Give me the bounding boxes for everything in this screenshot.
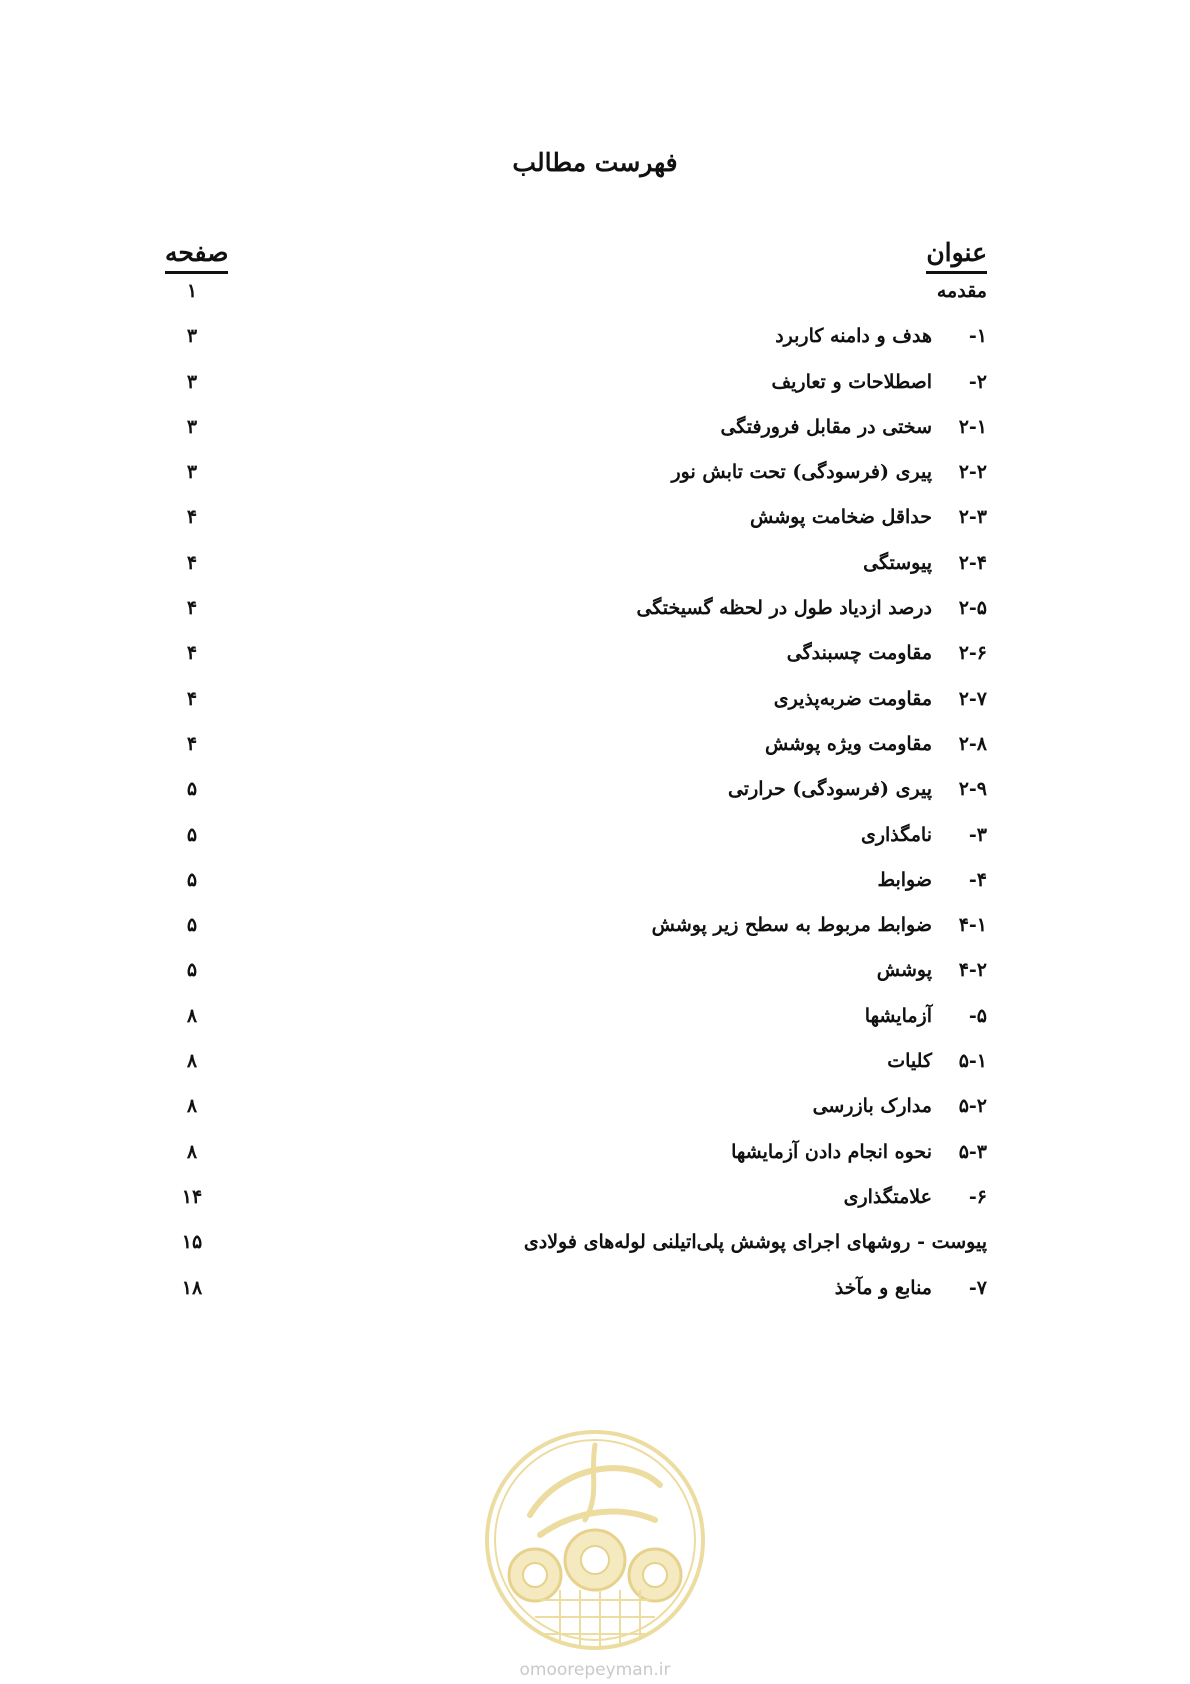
- toc-entry-page: ۳: [186, 370, 198, 393]
- column-header-title: عنوان: [926, 238, 987, 274]
- toc-entry-number: ۲-۴: [958, 551, 987, 574]
- toc-entry-number: ۲-۷: [958, 687, 987, 710]
- toc-row: [0, 1095, 1190, 1140]
- toc-row: [0, 824, 1190, 869]
- toc-entry-page: ۸: [186, 1050, 198, 1073]
- toc-entry-number: ۲-۱: [958, 415, 987, 438]
- watermark-site: omoorepeyman.ir: [519, 1660, 671, 1680]
- toc-entry-title: منابع و مآخذ: [834, 1276, 932, 1299]
- toc-row: [0, 1231, 1190, 1276]
- toc-entry-number: ۲-۸: [958, 732, 987, 755]
- toc-entry-number: ۵-۳: [958, 1140, 987, 1163]
- toc-row: [0, 1277, 1190, 1322]
- toc-entry-page: ۱۵: [181, 1231, 203, 1254]
- toc-entry-page: ۵: [186, 823, 198, 846]
- toc-entry-page: ۳: [186, 325, 198, 348]
- toc-entry-title: درصد ازدیاد طول در لحظه گسیختگی: [636, 597, 932, 620]
- toc-entry-page: ۴: [186, 506, 198, 529]
- toc-row: [0, 325, 1190, 370]
- toc-row: [0, 959, 1190, 1004]
- toc-row: [0, 914, 1190, 959]
- toc-entry-title: هدف و دامنه کاربرد: [775, 325, 932, 348]
- toc-row: [0, 1050, 1190, 1095]
- toc-entry-title: پیری (فرسودگی) تحت تابش نور: [671, 461, 932, 484]
- toc-row: [0, 1186, 1190, 1231]
- toc-row: [0, 416, 1190, 461]
- toc-entry-page: ۵: [186, 778, 198, 801]
- toc-entry-title: نحوه انجام دادن آزمایشها: [731, 1140, 932, 1163]
- toc-entry-number: ۲-: [968, 370, 987, 393]
- toc-entry-page: ۴: [186, 732, 198, 755]
- toc-entry-number: ۴-: [968, 868, 987, 891]
- toc-entry-page: ۱۴: [181, 1185, 203, 1208]
- toc-entry-number: ۵-: [968, 1004, 987, 1027]
- toc-row: [0, 778, 1190, 823]
- toc-entry-title: مقاومت ویژه پوشش: [765, 732, 932, 755]
- toc-entry-page: ۵: [186, 868, 198, 891]
- toc-entry-page: ۴: [186, 551, 198, 574]
- toc-entry-title: پیری (فرسودگی) حرارتی: [727, 778, 932, 801]
- toc-entry-page: ۵: [186, 959, 198, 982]
- toc-row: [0, 280, 1190, 325]
- toc-row: [0, 688, 1190, 733]
- toc-entry-title: مقاومت ضربه‌پذیری: [773, 687, 932, 710]
- page-title: فهرست مطالب: [512, 148, 678, 177]
- toc-entry-page: ۴: [186, 597, 198, 620]
- toc-row: [0, 597, 1190, 642]
- toc-entry-title: مقاومت چسبندگی: [786, 642, 932, 665]
- toc-entry-page: ۳: [186, 415, 198, 438]
- toc-entry-number: ۲-۳: [958, 506, 987, 529]
- toc-row: [0, 642, 1190, 687]
- toc-entry-title: علامتگذاری: [843, 1185, 932, 1208]
- toc-row: [0, 371, 1190, 416]
- toc-row: [0, 461, 1190, 506]
- toc-row: [0, 869, 1190, 914]
- toc-entry-number: ۵-۲: [958, 1095, 987, 1118]
- toc-entry-title: حداقل ضخامت پوشش: [750, 506, 932, 529]
- toc-entry-title: ضوابط: [877, 868, 932, 891]
- toc-entry-title: اصطلاحات و تعاریف: [771, 370, 932, 393]
- toc-entry-number: ۴-۲: [958, 959, 987, 982]
- toc-entry-number: ۳-: [968, 823, 987, 846]
- toc-entry-title: آزمایشها: [864, 1004, 932, 1027]
- toc-entry-number: ۲-۵: [958, 597, 987, 620]
- toc-entry-page: ۵: [186, 914, 198, 937]
- toc-entry-number: ۲-۹: [958, 778, 987, 801]
- seal-logo-icon: [480, 1425, 710, 1655]
- toc-entry-number: ۲-۶: [958, 642, 987, 665]
- toc-entry-page: ۸: [186, 1140, 198, 1163]
- column-header-page: صفحه: [165, 238, 228, 274]
- toc-entry-page: ۴: [186, 687, 198, 710]
- toc-entry-number: ۷-: [968, 1276, 987, 1299]
- toc-entry-page: ۴: [186, 642, 198, 665]
- toc-entry-title: مدارک بازرسی: [812, 1095, 932, 1118]
- toc-entry-page: ۳: [186, 461, 198, 484]
- toc-row: [0, 1005, 1190, 1050]
- toc-entry-page: ۱: [186, 280, 198, 302]
- toc-row: [0, 552, 1190, 597]
- toc-entry-page: ۱۸: [181, 1276, 203, 1299]
- toc-entry-title: نامگذاری: [860, 823, 932, 846]
- toc-entry-title: ضوابط مربوط به سطح زیر پوشش: [651, 914, 932, 937]
- toc-entry-title: پیوستگی: [863, 551, 932, 574]
- toc-entry-number: ۴-۱: [958, 914, 987, 937]
- toc-entry-title: سختی در مقابل فرورفتگی: [720, 415, 932, 438]
- toc-entry-number: ۵-۱: [958, 1050, 987, 1073]
- toc-entry-number: ۲-۲: [958, 461, 987, 484]
- toc-entry-number: ۶-: [968, 1185, 987, 1208]
- table-of-contents: [0, 280, 1190, 1322]
- toc-entry-page: ۸: [186, 1004, 198, 1027]
- toc-row: [0, 733, 1190, 778]
- toc-entry-page: ۸: [186, 1095, 198, 1118]
- toc-entry-title: کلیات: [887, 1050, 932, 1073]
- toc-entry-title: مقدمه: [936, 280, 987, 302]
- toc-entry-number: ۱-: [968, 325, 987, 348]
- toc-row: [0, 506, 1190, 551]
- toc-entry-title: پیوست - روشهای اجرای پوشش پلی‌اتیلنی لوله‌های فولادی: [523, 1231, 987, 1254]
- toc-entry-title: پوشش: [876, 959, 932, 982]
- toc-row: [0, 1141, 1190, 1186]
